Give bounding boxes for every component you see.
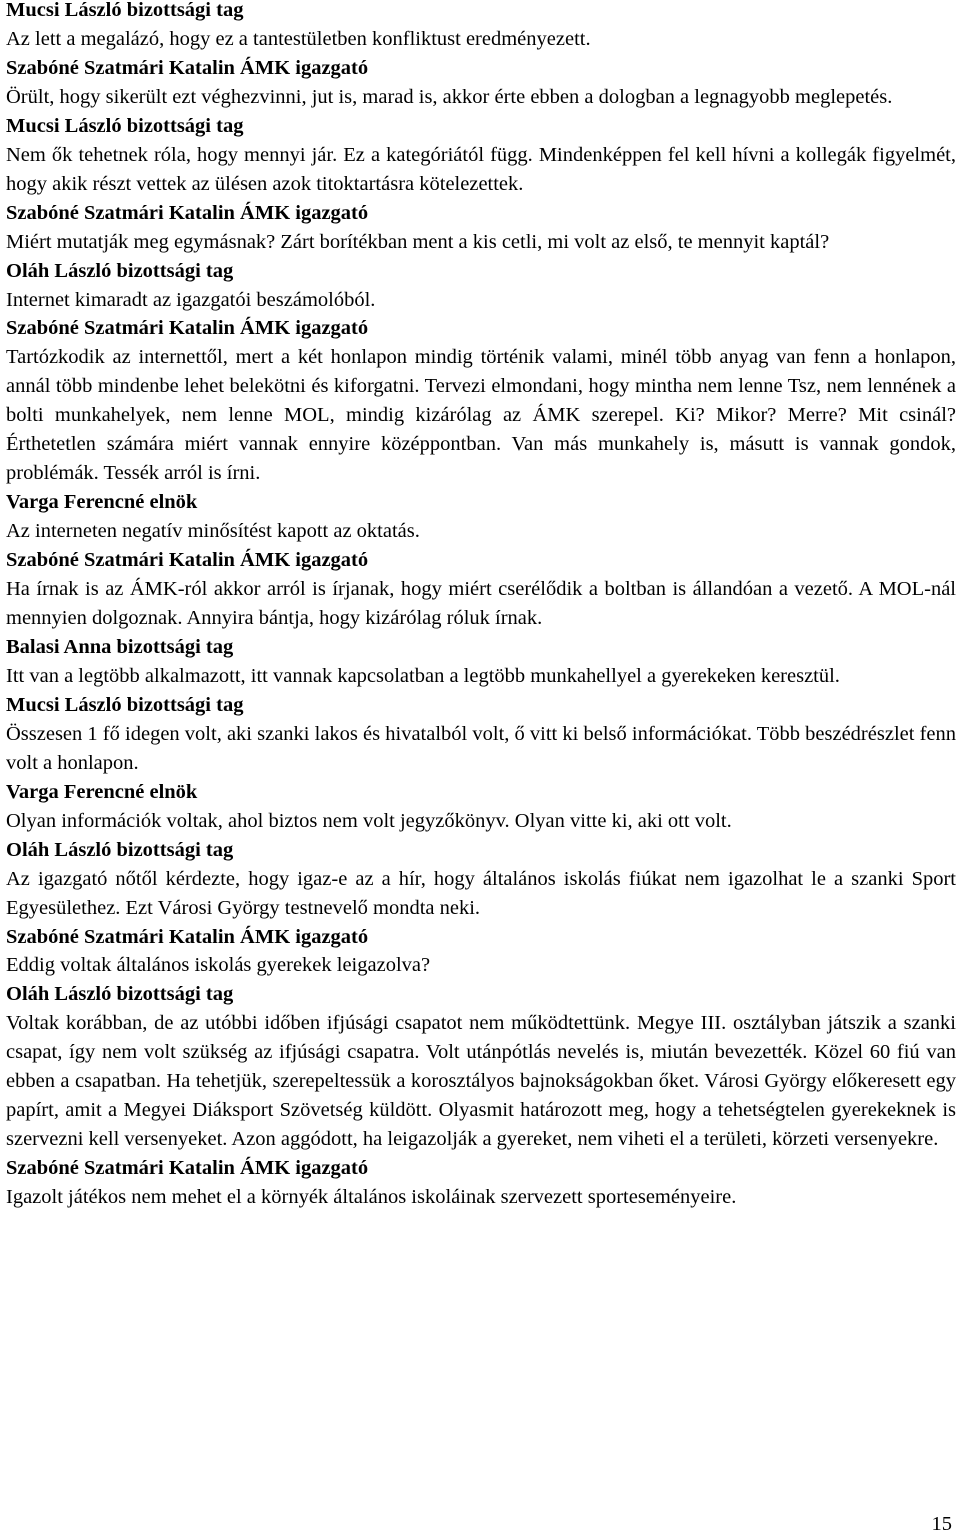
speaker-name: Mucsi László bizottsági tag: [6, 0, 244, 21]
speech-text: Tartózkodik az internettől, mert a két honlapon mindig történik valami, minél több anyag van fenn a honlapon, annál több mindenbe lehet belekötni és kiforgatni. Tervezi elmondani, hogy mintha nem lenne Tsz, nem lennének a bolti munkahelyek, nem lenne MOL, mindig kizárólag az ÁMK szerepel. Ki? Mikor? Merre? Mit csinál? Érthetetlen számára miért vannak ennyire középpontban. Van más munkahely is, másutt is vannak gondok, problémák. Tessék arról is írni.: [6, 346, 956, 485]
speaker-name: Oláh László bizottsági tag: [6, 983, 234, 1006]
speech-text: Örült, hogy sikerült ezt véghezvinni, jut is, marad is, akkor érte ebben a dologban a legnagyobb meglepetés.: [6, 85, 893, 108]
speaker-entry: [6, 199, 956, 257]
speaker-entry: [6, 112, 956, 199]
speaker-name: Oláh László bizottsági tag: [6, 838, 234, 861]
speech-text: Voltak korábban, de az utóbbi időben ifjúsági csapatot nem működtettünk. Megye III. osztályban játszik a szanki csapat, így nem volt szükség az ifjúsági csapatra. Volt utánpótlás nevelés is, miután bevezették. Közel 60 fiú van ebben a csapatban. Ha tehetjük, szerepeltessük a korosztályos bajnokságokban őket. Városi György előkeresett egy papírt, amit a Megyei Diáksport Szövetség küldött. Olyasmit határozott meg, hogy a tehetségtelen gyerekeknek is szervezni kell versenyeket. Azon aggódott, ha leigazolják a gyereket, nem viheti el a területi, körzeti versenyekre.: [6, 1012, 956, 1151]
speaker-name: Mucsi László bizottsági tag: [6, 693, 244, 716]
speech-text: Miért mutatják meg egymásnak? Zárt borítékban ment a kis cetli, mi volt az első, te mennyit kaptál?: [6, 230, 830, 253]
speaker-entry: [6, 778, 956, 836]
speaker-entry: [6, 488, 956, 546]
page-number: 15: [931, 1513, 952, 1535]
minutes-transcript: [6, 0, 956, 1212]
speech-text: Itt van a legtöbb alkalmazott, itt vannak kapcsolatban a legtöbb munkahellyel a gyerekeken keresztül.: [6, 664, 840, 687]
speech-text: Az interneten negatív minősítést kapott az oktatás.: [6, 520, 420, 543]
speaker-name: Mucsi László bizottsági tag: [6, 114, 244, 137]
speaker-entry: [6, 836, 956, 923]
speaker-name: Szabóné Szatmári Katalin ÁMK igazgató: [6, 1157, 369, 1180]
speech-text: Nem ők tehetnek róla, hogy mennyi jár. Ez a kategóriától függ. Mindenképpen fel kell hívni a kollegák figyelmét, hogy akik részt vettek az ülésen azok titoktartásra kötelezettek.: [6, 143, 956, 195]
speech-text: Az lett a megalázó, hogy ez a tantestületben konfliktust eredményezett.: [6, 27, 591, 50]
speaker-entry: [6, 980, 956, 1154]
speaker-name: Szabóné Szatmári Katalin ÁMK igazgató: [6, 925, 369, 948]
speaker-name: Szabóné Szatmári Katalin ÁMK igazgató: [6, 317, 369, 340]
speaker-entry: [6, 314, 956, 488]
speaker-name: Balasi Anna bizottsági tag: [6, 635, 234, 658]
speaker-entry: [6, 546, 956, 633]
speech-text: Ha írnak is az ÁMK-ról akkor arról is írjanak, hogy miért cserélődik a boltban is állandóan a vezető. A MOL-nál mennyien dolgoznak. Annyira bántja, hogy kizárólag róluk írnak.: [6, 578, 956, 630]
speaker-name: Szabóné Szatmári Katalin ÁMK igazgató: [6, 201, 369, 224]
speaker-name: Szabóné Szatmári Katalin ÁMK igazgató: [6, 56, 369, 79]
speech-text: Olyan információk voltak, ahol biztos nem volt jegyzőkönyv. Olyan vitte ki, aki ott volt.: [6, 809, 732, 832]
speech-text: Internet kimaradt az igazgatói beszámolóból.: [6, 288, 376, 311]
speaker-entry: [6, 923, 956, 981]
speech-text: Eddig voltak általános iskolás gyerekek leigazolva?: [6, 954, 431, 977]
speech-text: Igazolt játékos nem mehet el a környék általános iskoláinak szervezett sporteseményeire.: [6, 1186, 737, 1209]
speaker-name: Oláh László bizottsági tag: [6, 259, 234, 282]
speaker-name: Varga Ferencné elnök: [6, 780, 198, 803]
speaker-entry: [6, 633, 956, 691]
speaker-name: Varga Ferencné elnök: [6, 491, 198, 514]
speech-text: Az igazgató nőtől kérdezte, hogy igaz-e az a hír, hogy általános iskolás fiúkat nem igazolhat le a szanki Sport Egyesülethez. Ezt Városi György testnevelő mondta neki.: [6, 867, 956, 919]
speaker-entry: [6, 54, 956, 112]
speaker-entry: [6, 0, 956, 54]
speaker-entry: [6, 691, 956, 778]
speaker-name: Szabóné Szatmári Katalin ÁMK igazgató: [6, 549, 369, 572]
speech-text: Összesen 1 fő idegen volt, aki szanki lakos és hivatalból volt, ő vitt ki belső információkat. Több beszédrészlet fenn volt a honlapon.: [6, 722, 956, 774]
speaker-entry: [6, 1154, 956, 1212]
speaker-entry: [6, 257, 956, 315]
